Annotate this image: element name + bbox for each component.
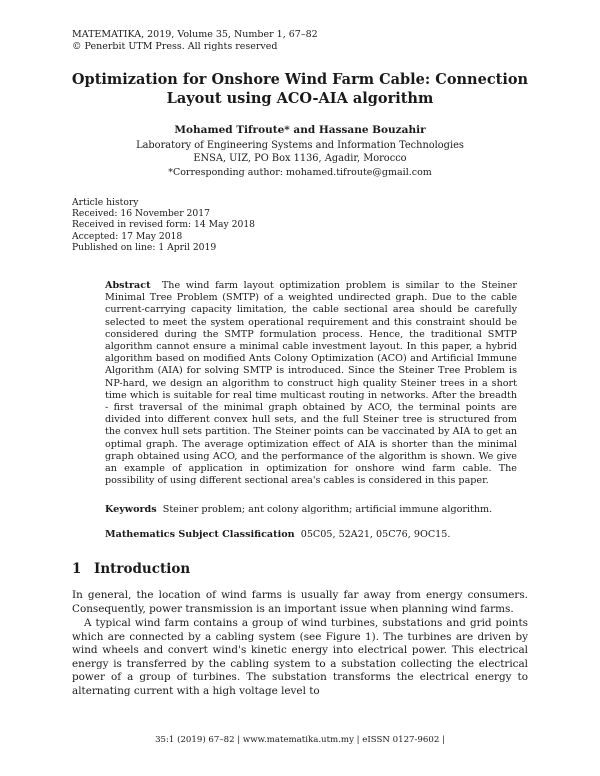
paper-title: Optimization for Onshore Wind Farm Cable: Connection Layout using ACO-AIA algorithm (71, 71, 529, 107)
section-heading (72, 561, 190, 577)
affiliation-line-1: Laboratory of Engineering Systems and Information Technologies (136, 140, 464, 151)
page-footer: 35:1 (2019) 67–82 | www.matematika.utm.my | eISSN 0127-9602 | (155, 735, 445, 745)
history-published: Published on line: 1 April 2019 (72, 241, 217, 253)
msc-classification (105, 529, 517, 541)
history-accepted: Accepted: 17 May 2018 (72, 230, 183, 242)
msc-text: 05C05, 52A21, 05C76, 9OC15. (300, 529, 451, 540)
section-title: Introduction (94, 561, 191, 577)
authors: Mohamed Tifroute* and Hassane Bouzahir (174, 124, 426, 136)
affiliation-line-2: ENSA, UIZ, PO Box 1136, Agadir, Morocco (193, 153, 407, 164)
history-received: Received: 16 November 2017 (72, 208, 210, 220)
copyright-line: © Penerbit UTM Press. All rights reserved (72, 41, 278, 52)
abstract-text: The wind farm layout optimization problem is similar to the Steiner Minimal Tree Problem (SMTP) of a weighted undirected graph. Due to the cable current-carrying capacity limitation, the cable sectional area should be carefully selected to meet the system operational requirement and this constraint should be considered during the SMTP formulation process. Hence, the traditional SMTP algorithm cannot ensure a minimal cable investment layout. In this paper, a hybrid algorithm based on modified Ants Colony Optimization (ACO) and Artificial Immune Algorithm (AIA) for solving SMTP is introduced. Since the Steiner Tree Problem is NP-hard, we design an algorithm to construct high quality Steiner trees in a short time which is suitable for real time multicast routing in networks. After the breadth - first traversal of the minimal graph obtained by ACO, the terminal points are divided into different convex hull sets, and the full Steiner tree is structured from the convex hull sets partition. The Steiner points can be vaccinated by AIA to get an optimal graph. The average optimization effect of AIA is shorter than the minimal graph obtained using ACO, and the performance of the algorithm is shown. We give an example of application in optimization for onshore wind farm cable. The possibility of using different sectional area's cables is considered in this paper. (105, 280, 517, 487)
abstract-label: Abstract (105, 280, 151, 291)
history-revised: Received in revised form: 14 May 2018 (72, 219, 256, 231)
history-heading: Article history (72, 197, 139, 208)
corresponding-author: *Corresponding author: mohamed.tifroute@gmail.com (168, 167, 432, 178)
abstract (105, 280, 517, 487)
journal-header: MATEMATIKA, 2019, Volume 35, Number 1, 67–82 (72, 29, 318, 40)
keywords-label: Keywords (105, 504, 157, 515)
keywords-text: Steiner problem; ant colony algorithm; artificial immune algorithm. (162, 504, 493, 515)
article-history (72, 197, 255, 253)
keywords (105, 504, 517, 516)
paragraph-1: In general, the location of wind farms is usually far away from energy consumers. Consequently, power transmission is an important issue when planning wind farms. (72, 589, 528, 615)
section-number: 1 (72, 561, 82, 577)
msc-label: Mathematics Subject Classification (105, 529, 295, 540)
paragraph-2-text: A typical wind farm contains a group of wind turbines, substations and grid points which are connected by a cabling system (see Figure 1). The turbines are driven by wind wheels and convert wind's kinetic energy into electrical power. This electrical energy is transferred by the cabling system to a substation collecting the electrical power of a group of turbines. The substation transforms the electrical energy to alternating current with a high voltage level to (72, 617, 528, 697)
paragraph-2 (72, 617, 528, 699)
